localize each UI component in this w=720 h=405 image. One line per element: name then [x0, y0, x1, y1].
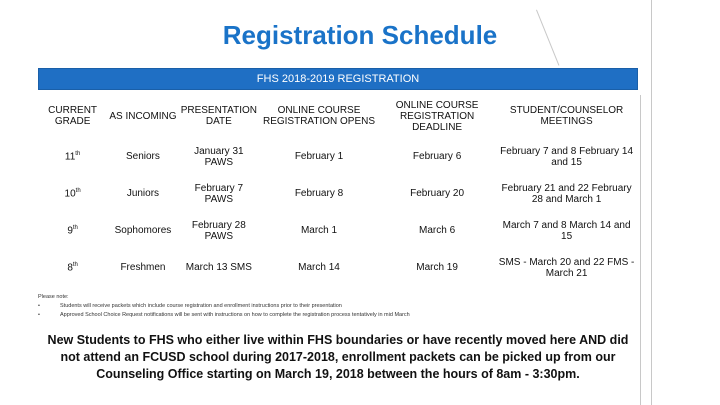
header-registration-deadline: ONLINE COURSE REGISTRATION DEADLINE	[395, 99, 479, 133]
new-students-notice: New Students to FHS who either live within FHS boundaries or have recently moved here AND did not attend an FCUSD school during 2017-2018, enrollment packets can be picked up from our Counseling Office starting on March 19, 2018 between the hours of 8am - 3:30pm.	[47, 333, 629, 381]
cell-deadline: February 20	[410, 188, 465, 199]
page-title: Registration Schedule	[222, 20, 498, 50]
header-current-grade: CURRENT GRADE	[48, 105, 98, 127]
header-as-incoming: AS INCOMING	[109, 110, 177, 122]
cell-grade	[38, 138, 107, 175]
note-item	[38, 311, 638, 320]
cell-incoming: Juniors	[126, 188, 160, 199]
table-row	[38, 138, 638, 175]
cell-opens: February 8	[294, 188, 344, 199]
cell-meetings: SMS - March 20 and 22 FMS - March 21	[498, 256, 635, 279]
notes-section	[38, 293, 638, 320]
header-registration-opens: ONLINE COURSE REGISTRATION OPENS	[262, 105, 376, 127]
grade-suffix: th	[72, 224, 78, 231]
cell-grade	[38, 212, 107, 249]
header-counselor-meetings: STUDENT/COUNSELOR MEETINGS	[509, 105, 624, 127]
cell-incoming: Freshmen	[120, 262, 166, 273]
grade-suffix: th	[75, 150, 81, 157]
cell-meetings: February 7 and 8 February 14 and 15	[500, 145, 634, 168]
table-row	[38, 175, 638, 212]
grade-number: 10	[64, 188, 76, 200]
decorative-line	[640, 95, 641, 405]
note-text: Approved School Choice Request notifications will be sent with instructions on how to complete the registration process tentatively in mid March	[60, 312, 410, 318]
grade-number: 11	[64, 151, 76, 163]
table-header-row	[38, 94, 638, 138]
cell-grade	[38, 175, 107, 212]
grade-number: 9	[67, 225, 73, 237]
decorative-line	[651, 0, 652, 405]
cell-presentation: March 13 SMS	[185, 262, 252, 273]
cell-presentation: January 31 PAWS	[194, 145, 244, 168]
table-row	[38, 249, 638, 286]
schedule-table	[38, 94, 638, 286]
cell-deadline: March 6	[419, 225, 456, 236]
bullet-icon: •	[38, 312, 40, 318]
cell-deadline: February 6	[412, 151, 462, 162]
cell-opens: February 1	[294, 151, 344, 162]
cell-meetings: February 21 and 22 February 28 and March 1	[501, 182, 632, 205]
cell-presentation: February 28 PAWS	[191, 219, 246, 242]
table-banner: FHS 2018-2019 REGISTRATION	[38, 68, 638, 90]
bullet-icon: •	[38, 303, 40, 309]
cell-incoming: Seniors	[125, 151, 160, 162]
cell-grade	[38, 249, 107, 286]
cell-opens: March 14	[298, 262, 340, 273]
cell-meetings: March 7 and 8 March 14 and 15	[502, 219, 631, 242]
note-text: Students will receive packets which include course registration and enrollment instructions prior to their presentation	[60, 303, 342, 309]
cell-opens: March 1	[300, 225, 338, 236]
header-presentation-date: PRESENTATION DATE	[180, 105, 257, 127]
table-row	[38, 212, 638, 249]
grade-suffix: th	[75, 187, 81, 194]
cell-incoming: Sophomores	[114, 225, 172, 236]
note-item	[38, 302, 638, 311]
cell-presentation: February 7 PAWS	[194, 182, 244, 205]
grade-suffix: th	[72, 261, 78, 268]
notes-heading: Please note:	[38, 294, 69, 300]
grade-number: 8	[67, 262, 73, 274]
cell-deadline: March 19	[416, 262, 458, 273]
